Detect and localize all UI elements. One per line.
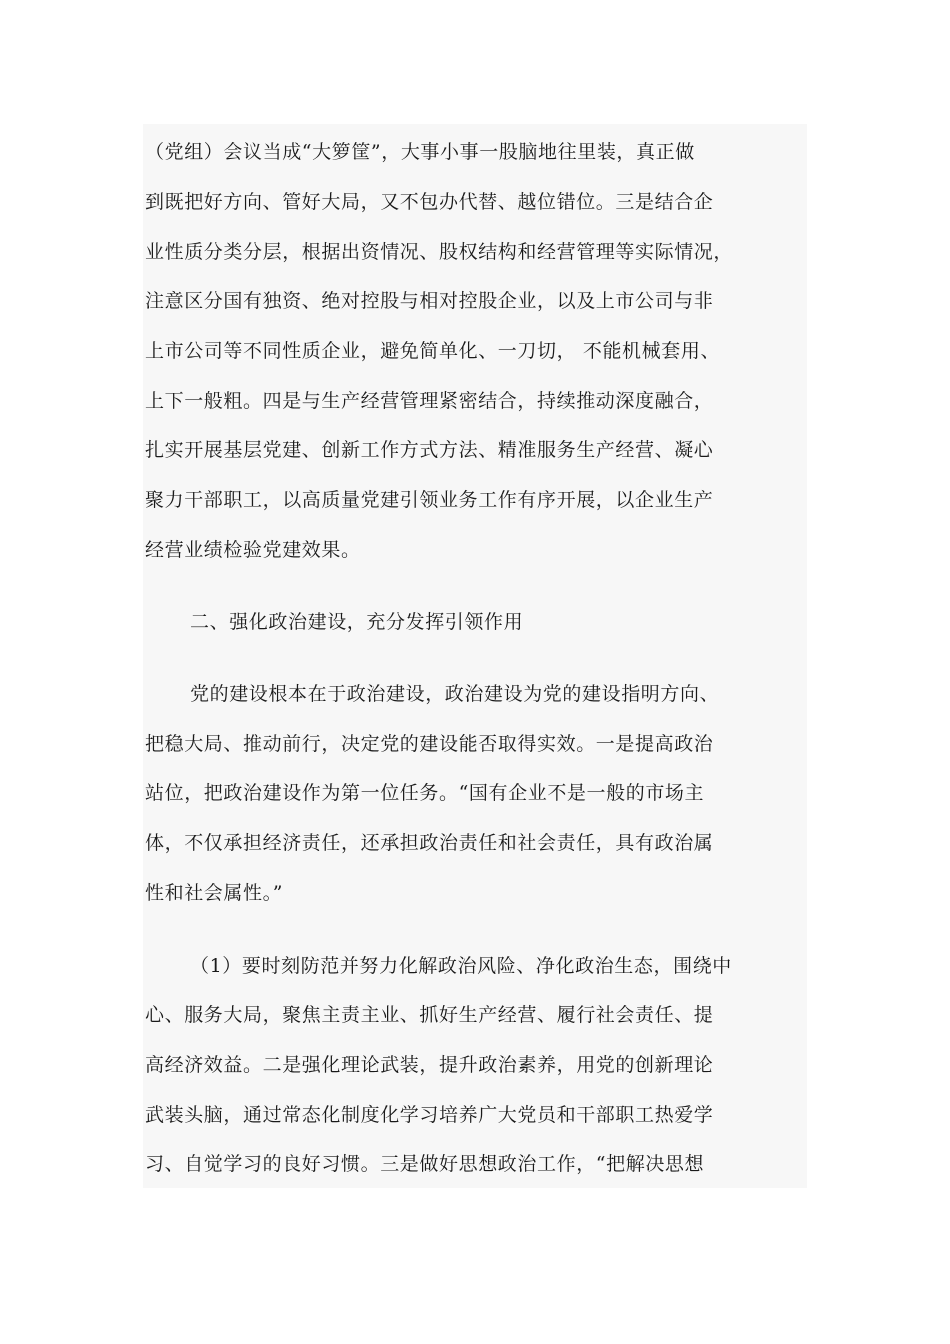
- paragraph-3-line: 高经济效益。二是强化理论武装，提升政治素养，用党的创新理论: [145, 1054, 714, 1076]
- paragraph-1-line: 上下一般粗。四是与生产经营管理紧密结合，持续推动深度融合，: [145, 390, 714, 412]
- paragraph-2-line: 体，不仅承担经济责任，还承担政治责任和社会责任，具有政治属: [145, 832, 714, 854]
- paragraph-3-line: 武装头脑，通过常态化制度化学习培养广大党员和干部职工热爱学: [145, 1104, 714, 1126]
- paragraph-2-line: 站位，把政治建设作为第一位任务。“国有企业不是一般的市场主: [145, 782, 705, 804]
- paragraph-2-line: 把稳大局、推动前行，决定党的建设能否取得实效。一是提高政治: [145, 733, 714, 755]
- paragraph-1-line: 注意区分国有独资、绝对控股与相对控股企业，以及上市公司与非: [145, 290, 714, 312]
- paragraph-2-line: 党的建设根本在于政治建设，政治建设为党的建设指明方向、: [190, 683, 720, 705]
- paragraph-3-line: （1）要时刻防范并努力化解政治风险、净化政治生态，围绕中: [190, 955, 732, 977]
- paragraph-1-line: 经营业绩检验党建效果。: [145, 539, 361, 561]
- paragraph-2-line: 性和社会属性。”: [145, 882, 284, 904]
- paragraph-1-line: 到既把好方向、管好大局，又不包办代替、越位错位。三是结合企: [145, 191, 714, 213]
- paragraph-1-line: 聚力干部职工，以高质量党建引领业务工作有序开展，以企业生产: [145, 489, 714, 511]
- paragraph-1-line: 扎实开展基层党建、创新工作方式方法、精准服务生产经营、凝心: [145, 439, 714, 461]
- paragraph-1-line: 业性质分类分层，根据出资情况、股权结构和经营管理等实际情况，: [145, 241, 734, 263]
- paragraph-1-line: （党组）会议当成“大箩筐”，大事小事一股脑地往里装，真正做: [145, 141, 695, 163]
- paragraph-1-line: 上市公司等不同性质企业，避免简单化、一刀切， 不能机械套用、: [145, 340, 721, 362]
- document-page: [143, 124, 807, 1188]
- paragraph-3-line: 心、服务大局，聚焦主责主业、抓好生产经营、履行社会责任、提: [145, 1004, 714, 1026]
- section-heading: 二、强化政治建设，充分发挥引领作用: [190, 611, 524, 633]
- paragraph-3-line: 习、自觉学习的良好习惯。三是做好思想政治工作，“把解决思想: [145, 1153, 705, 1175]
